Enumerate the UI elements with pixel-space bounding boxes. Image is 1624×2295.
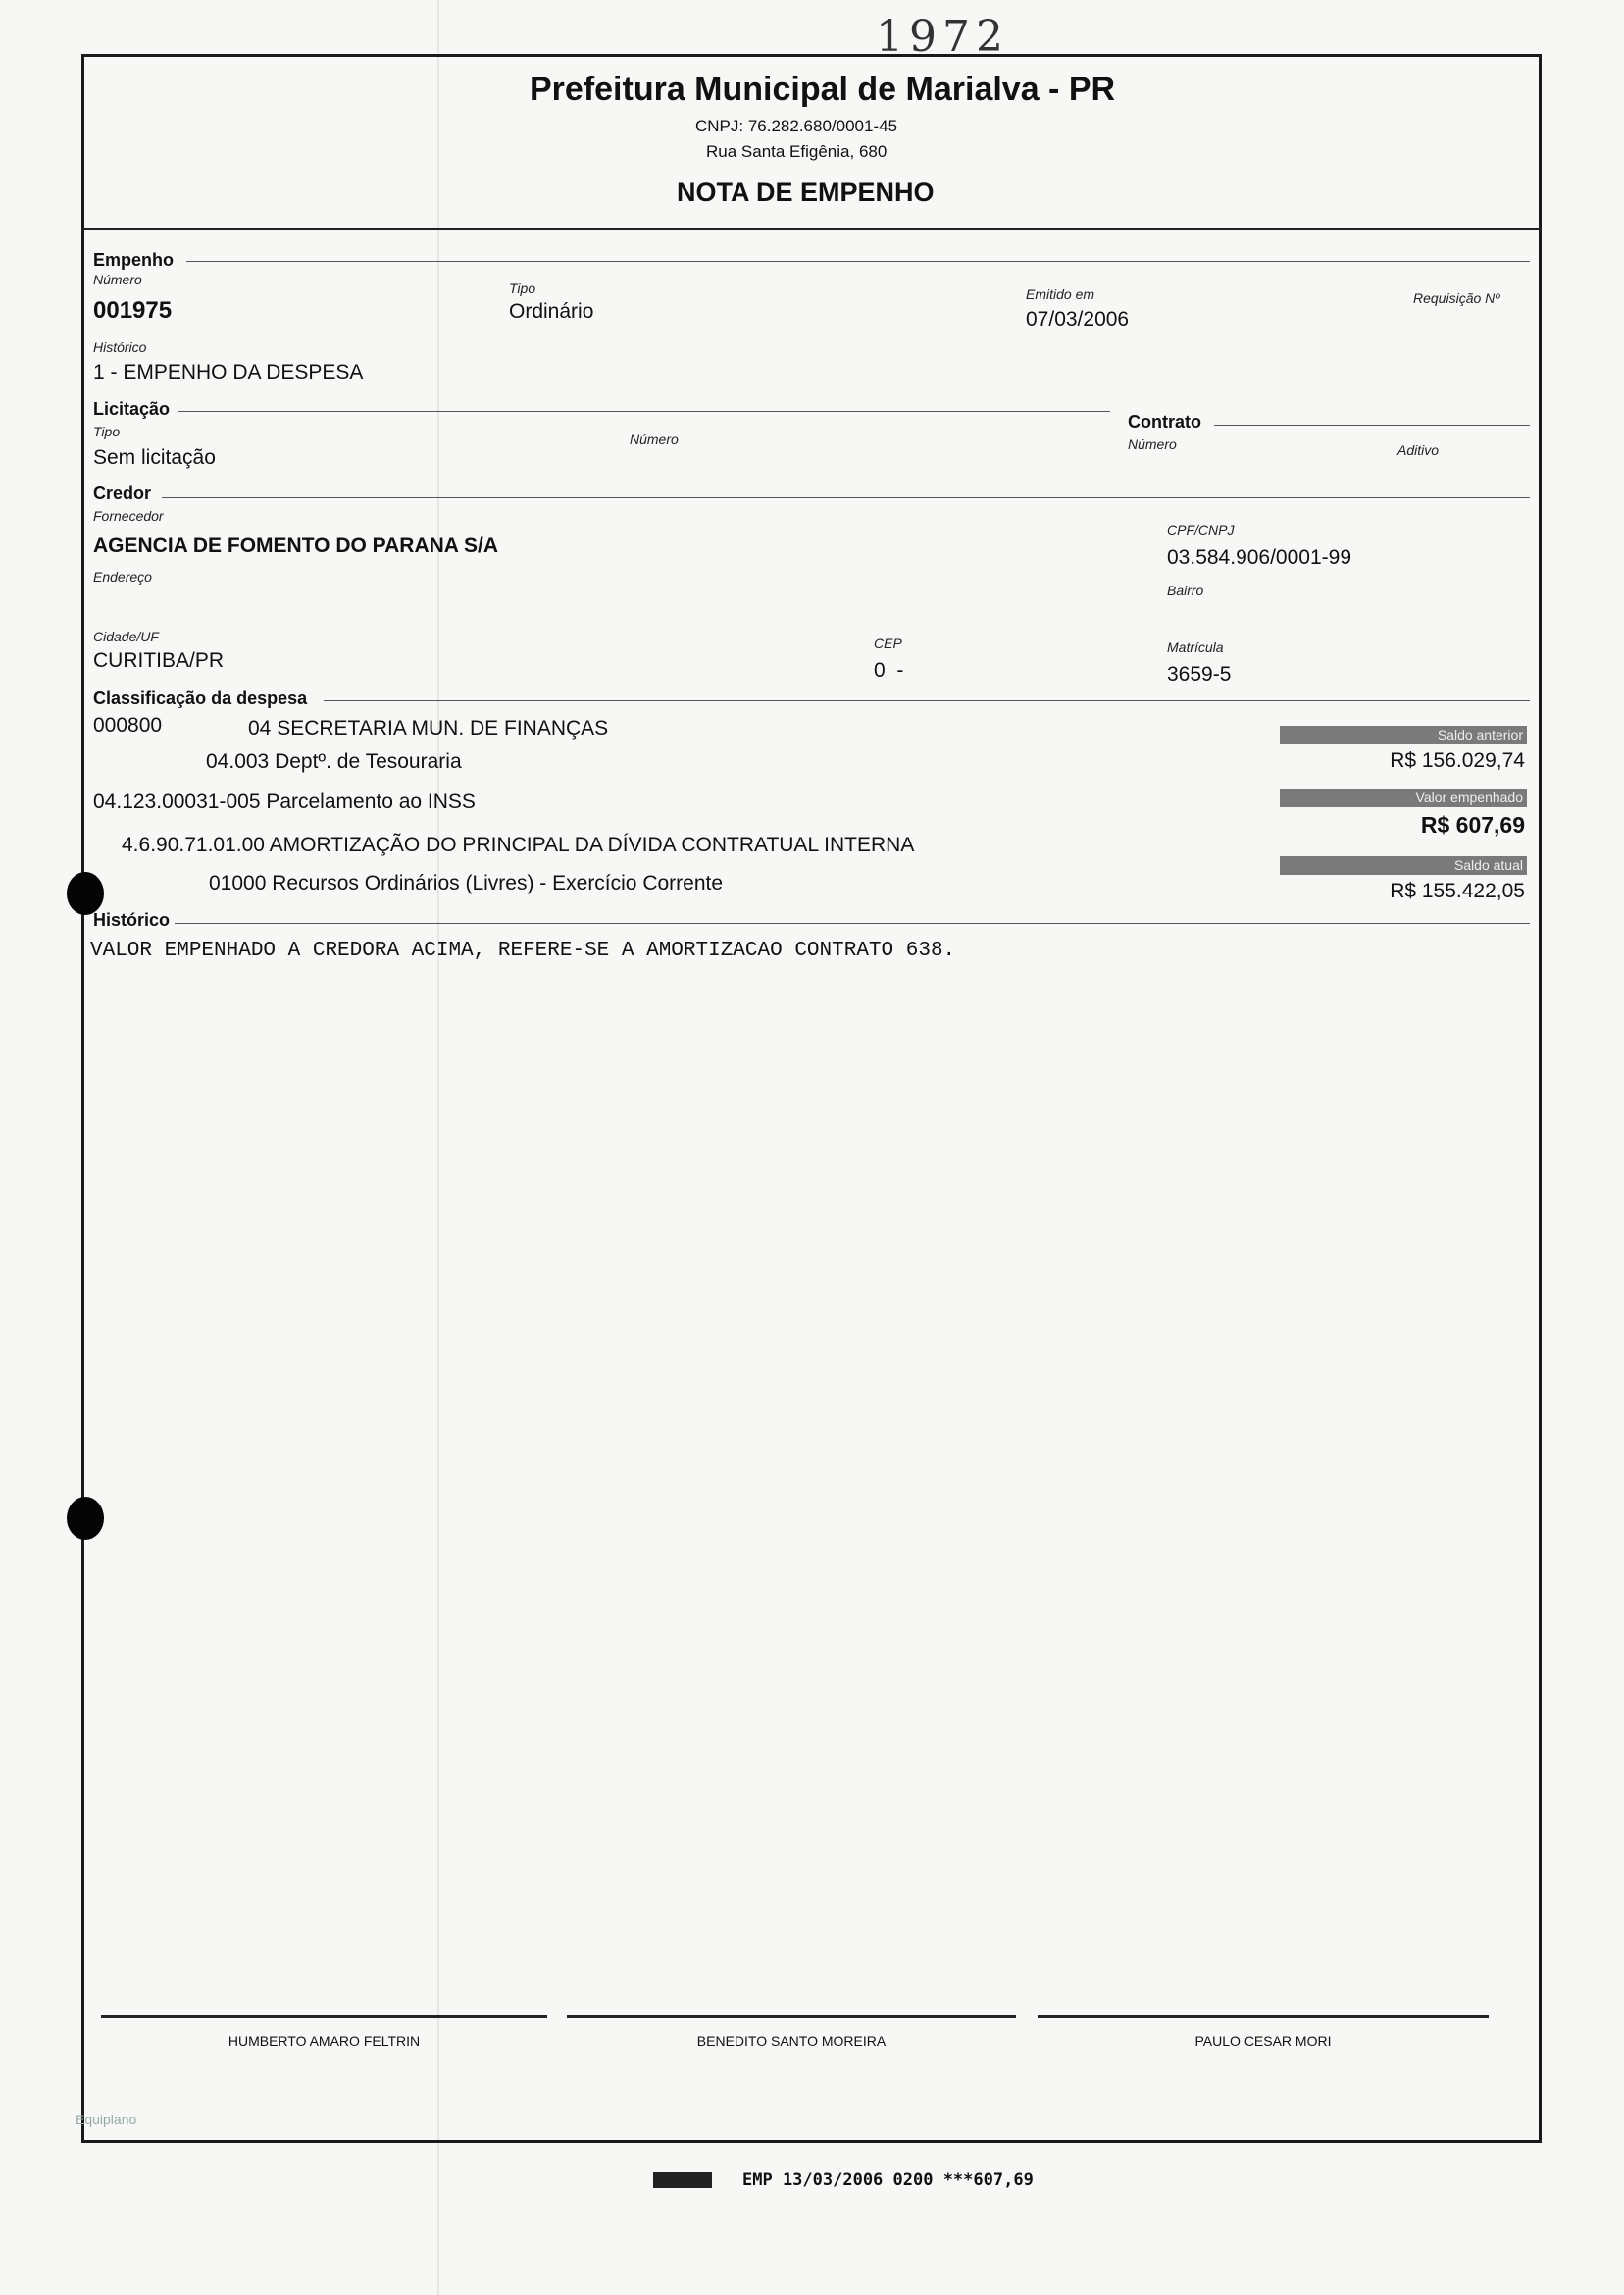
licitacao-tipo-label: Tipo (93, 424, 121, 439)
licitacao-tipo: Sem licitação (93, 446, 216, 469)
licitacao-section-title: Licitação (93, 399, 171, 419)
valor-empenhado-label: Valor empenhado (1280, 789, 1527, 807)
page-title: Prefeitura Municipal de Marialva - PR (530, 71, 1116, 108)
licitacao-rule (178, 411, 1110, 412)
punch-hole (67, 872, 104, 915)
classificacao-rule (324, 700, 1530, 701)
emitido-label: Emitido em (1026, 286, 1095, 302)
contrato-numero-label: Número (1128, 436, 1177, 452)
empenho-historico: 1 - EMPENHO DA DESPESA (93, 361, 364, 383)
credor-rule (162, 497, 1530, 498)
saldo-atual-label: Saldo atual (1280, 856, 1527, 875)
punch-hole (67, 1497, 104, 1540)
emitido-date: 07/03/2006 (1026, 308, 1130, 331)
classificacao-code: 000800 (93, 714, 163, 737)
saldo-anterior-value: R$ 156.029,74 (1390, 749, 1525, 772)
cidade-value: CURITIBA/PR (93, 649, 225, 672)
classificacao-line4: 4.6.90.71.01.00 AMORTIZAÇÃO DO PRINCIPAL DA DÍVIDA CONTRATUAL INTERNA (122, 834, 915, 856)
header-divider (81, 228, 1542, 230)
cep-label: CEP (874, 636, 902, 651)
saldo-atual-value: R$ 155.422,05 (1390, 880, 1525, 902)
empenho-number: 001975 (93, 297, 173, 324)
licitacao-numero-label: Número (630, 432, 679, 447)
empenho-tipo: Ordinário (509, 300, 594, 323)
classificacao-line5: 01000 Recursos Ordinários (Livres) - Exercício Corrente (209, 872, 724, 894)
handwritten-number: 1972 (876, 12, 1009, 62)
valor-empenhado-value: R$ 607,69 (1420, 812, 1525, 838)
empenho-rule (186, 261, 1530, 262)
cnpj-text: CNPJ: 76.282.680/0001-45 (695, 117, 898, 135)
classificacao-line3: 04.123.00031-005 Parcelamento ao INSS (93, 790, 476, 813)
contrato-rule (1214, 425, 1530, 426)
fornecedor-name: AGENCIA DE FOMENTO DO PARANA S/A (93, 535, 499, 557)
signature-line (101, 2015, 547, 2018)
classificacao-line1: 04 SECRETARIA MUN. DE FINANÇAS (248, 717, 609, 740)
matricula-value: 3659-5 (1167, 663, 1232, 686)
credor-section-title: Credor (93, 484, 152, 503)
historico-label: Histórico (93, 339, 147, 355)
historico-text: VALOR EMPENHADO A CREDORA ACIMA, REFERE-SE A AMORTIZACAO CONTRATO 638. (90, 940, 956, 962)
document-title: NOTA DE EMPENHO (677, 178, 935, 207)
fornecedor-label: Fornecedor (93, 508, 164, 524)
footer-stamp: EMP 13/03/2006 0200 ***607,69 (742, 2170, 1034, 2190)
signature-line (567, 2015, 1016, 2018)
contrato-section-title: Contrato (1128, 412, 1201, 432)
bairro-label: Bairro (1167, 583, 1204, 598)
historico-section-title: Histórico (93, 910, 171, 930)
cpf-cnpj-label: CPF/CNPJ (1167, 522, 1235, 537)
historico-rule (175, 923, 1530, 924)
matricula-label: Matrícula (1167, 639, 1224, 655)
signature-line (1038, 2015, 1489, 2018)
endereco-label: Endereço (93, 569, 152, 585)
aditivo-label: Aditivo (1397, 442, 1440, 458)
stamp-logo (653, 2172, 712, 2188)
signature-name: BENEDITO SANTO MOREIRA (696, 2033, 887, 2049)
classificacao-section-title: Classificação da despesa (93, 688, 308, 708)
software-watermark: Equiplano (76, 2112, 137, 2127)
signature-name: PAULO CESAR MORI (1194, 2033, 1332, 2049)
address-text: Rua Santa Efigênia, 680 (706, 142, 888, 161)
tipo-label: Tipo (509, 280, 536, 296)
signature-name: HUMBERTO AMARO FELTRIN (228, 2033, 421, 2049)
empenho-section-title: Empenho (93, 250, 175, 270)
cidade-label: Cidade/UF (93, 629, 159, 644)
saldo-anterior-label: Saldo anterior (1280, 726, 1527, 744)
numero-label: Número (93, 272, 142, 287)
cep-value: 0 - (874, 659, 904, 682)
classificacao-line2: 04.003 Deptº. de Tesouraria (206, 750, 462, 773)
requisicao-label: Requisição Nº (1413, 290, 1500, 306)
cpf-cnpj-value: 03.584.906/0001-99 (1167, 546, 1352, 569)
